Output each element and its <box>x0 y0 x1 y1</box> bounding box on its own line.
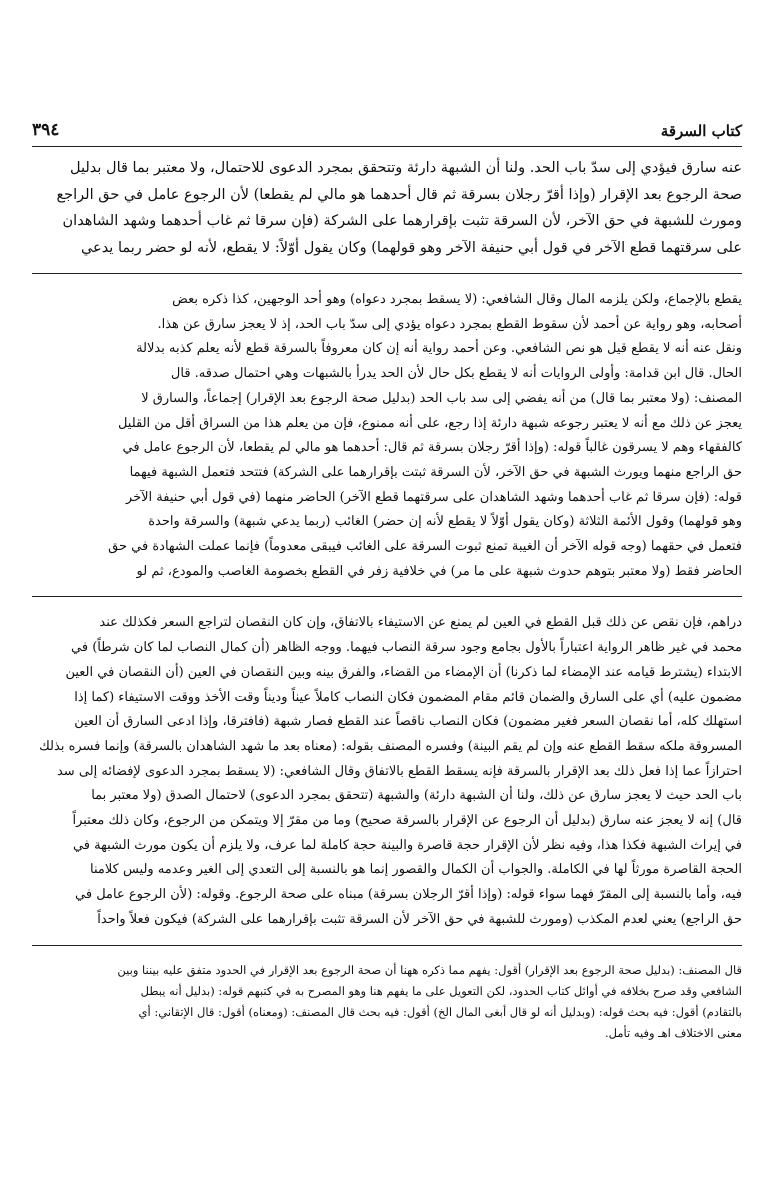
footnote-block <box>32 960 742 1044</box>
commentary-line: فتعمل في حقهما (وجه قوله الآخر أن الغيبة تمنع ثبوت السرقة على الغائب فيبقى معدوماً) فإنما عملت الشهادة في حق <box>108 539 742 555</box>
commentary-line: حق الراجع منهما ويورث الشبهة في حق الآخر، لأن السرقة ثبتت بإقرارهما على الشركة) فتتحد فتعمل الشبهة فيهما <box>129 464 742 480</box>
commentary-line: كالفقهاء وهم لا يسرقون غالباً قوله: (وإذا أقرّ رجلان بسرقة ثم قال: أحدهما هو مالي لم يقطعا، لأن الرجوع عامل في <box>122 440 742 456</box>
commentary-line: محمد في غير ظاهر الرواية اعتباراً بالأول بجامع وجود سرقة النصاب فيهما. ووجه الظاهر (أن كمال النصاب لما كان شرطاً) في <box>71 640 742 656</box>
section-divider <box>32 273 742 274</box>
commentary-line: الابتداء (يشترط قيامه عند الإمضاء لما ذكرنا) أن الإمضاء من القضاء، والفرق بينه وبين النقصان في العين (أن النقصان في العين <box>65 664 742 680</box>
footnote-line: الشافعي وقد صرح بخلافه في أوائل كتاب الحدود، لكن التعويل على ما يفهم هنا وهو المصرح به في كتبهم قوله: (بدليل أنه يبطل <box>140 983 742 998</box>
commentary-block-2 <box>32 611 742 932</box>
main-text-line: عنه سارق فيؤدي إلى سدّ باب الحد. ولنا أن الشبهة دارئة وتتحقق بمجرد الدعوى للاحتمال، ولا معتبر بما قال بدليل <box>70 160 742 176</box>
commentary-block-1 <box>32 288 742 584</box>
section-divider <box>32 596 742 597</box>
commentary-line: أصحابه، وهو رواية عن أحمد لأن سقوط القطع بمجرد دعواه يؤدي إلى سدّ باب الحد، إذ لا يعجز سارق عن هذا. <box>157 316 742 332</box>
book-page <box>32 118 742 1044</box>
commentary-line: قال) إنه لا يعجز عنه سارق (بدليل أن الرجوع عن الإقرار بالسرقة صحيح) وما من مقرّ إلا ويتمكن من الرجوع، وكان ذلك معتبراً <box>72 813 742 829</box>
commentary-line: احترازاً عما إذا فعل ذلك بعد الإقرار بالسرقة فإنه يسقط القطع بالاتفاق وقال الشافعي: (لا يسقط بمجرد الدعوى لإفضائه إلى سد <box>56 763 742 779</box>
commentary-line: الحاضر فقط (ولا معتبر بتوهم حدوث شبهة على ما مر) في خلافية زفر في القطع بخصومة الغاصب والمودع، ثم لو <box>136 563 742 579</box>
commentary-line: مضمون عليه) أي على السارق والضمان قائم مقام المضمون فكان النصاب كاملاً عيناً وديناً وقت الأخذ ووقت الاستيفاء (كما إذا <box>74 689 742 705</box>
commentary-line: يقطع بالإجماع، ولكن يلزمه المال وقال الشافعي: (لا يسقط بمجرد دعواه) وهو أحد الوجهين، كذا ذكره بعض <box>172 292 742 307</box>
commentary-line: الحال. قال ابن قدامة: وأولى الروايات أنه لا يقطع بكل حال لأن الحد يدرأ بالشبهات وهي احتمال صدقه. قال <box>170 366 742 382</box>
page-number: ٣٩٤ <box>32 120 60 140</box>
footnote-line: معنى الاختلاف اهـ وفيه تأمل. <box>604 1025 742 1040</box>
footnote-line: بالتقادم) أقول: فيه بحث قوله: (وبدليل أنه لو قال أبغى المال الخ) أقول: فيه بحث قال المصنف: (ومعناه) أقول: قال الإتقاني: أي <box>138 1004 742 1019</box>
commentary-line: الحجة القاصرة مورثاً لها في الكاملة. والجواب أن الكمال والقصور إنما هو بالنسبة إلى التعدي إلى الغير وعدمه وليس كلامنا <box>90 862 742 878</box>
chapter-title: كتاب السرقة <box>660 122 742 140</box>
commentary-line: في إيراث الشبهة فكذا هذا، وفيه نظر لأن الإقرار حجة قاصرة والبينة حجة كاملة لما عرف، ولا يلزم أن يكون مورث الشبهة في <box>72 837 742 853</box>
commentary-line: حق الراجع) يعني لعدم المكذب (ومورث للشبهة في حق الآخر لأن السرقة تثبت بإقرارهما على الشركة) فيكون فعلاً واحداً <box>97 911 742 927</box>
section-divider <box>32 945 742 946</box>
commentary-line: دراهم، فإن نقص عن ذلك قبل القطع في العين لم يمنع عن الاستيفاء بالاتفاق، وإن كان النقصان لتراجع السعر فكذلك عند <box>99 615 742 631</box>
main-text-line: صحة الرجوع بعد الإقرار (وإذا أقرّ رجلان بسرقة ثم قال أحدهما هو مالي لم يقطعا) لأن الرجوع عامل في حق الراجع <box>56 186 742 203</box>
commentary-line: استهلك كله، أما نقصان السعر فغير مضمون) فكان النصاب ناقصاً عند القطع فصار شبهة (فافترقا، وإذا ادعى السارق أن العين <box>74 714 742 730</box>
main-text-line: على سرقتهما قطع الآخر في قول أبي حنيفة الآخر وهو قولهما) وكان يقول أوّلاً: لا يقطع، لأنه لو حضر ربما يدعي <box>80 239 742 256</box>
commentary-line: المسروقة ملكه سقط القطع عنه وإن لم يقم البينة) وفسره المصنف بقوله: (معناه بعد ما شهد الشاهدان بالسرقة) وإنما فسره بذلك <box>39 738 742 754</box>
commentary-line: وهو قولهما) وقول الأئمة الثلاثة (وكان يقول أوّلاً لا يقطع لأنه إن حضر) الغائب (ربما يدعي شبهة) والسرقة واحدة <box>148 514 742 530</box>
footnote-line: قال المصنف: (بدليل صحة الرجوع بعد الإقرار) أقول: يفهم مما ذكره ههنا أن صحة الرجوع بعد الإقرار في الحدود متفق عليه بيننا وبين <box>117 962 742 977</box>
commentary-line: يعجز عن ذلك مع أنه لا يعتبر رجوعه شبهة دارئة إذا رجع، على أنه ممنوع، فإن من يعلم هذا من السراق أقل من القليل <box>117 415 742 431</box>
commentary-line: فيه، وأما بالنسبة إلى المقرّ فهما سواء قوله: (وإذا أقرّ الرجلان بسرقة) مبناه على صحة الرجوع. وقوله: (لأن الرجوع عامل في <box>75 887 742 903</box>
commentary-line: المصنف: (ولا معتبر بما قال) من أنه يفضي إلى سد باب الحد (بدليل صحة الرجوع بعد الإقرار) إجماعاً، والسارق لا <box>141 390 742 406</box>
main-text-line: ومورث للشبهة في حق الآخر، لأن السرقة تثبت بإقرارهما على الشركة (فإن سرقا ثم غاب أحدهما وشهد الشاهدان <box>62 213 742 229</box>
commentary-line: قوله: (فإن سرقا ثم غاب أحدهما وشهد الشاهدان على سرقتهما قطع الآخر) الحاضر منهما (في قول أبي حنيفة الآخر <box>125 489 742 505</box>
commentary-line: ونقل عنه أنه لا يقطع قيل هو نص الشافعي. وعن أحمد رواية أنه إن كان معروفاً بالسرقة قطع لأنه يعلم كذبه بدلالة <box>136 341 742 357</box>
commentary-line: باب الحد حيث لا يعجز سارق عن ذلك، ولنا أن الشبهة دارئة) والشبهة (تتحقق بمجرد الدعوى) لاحتمال الصدق (ولا معتبر بما <box>91 788 742 804</box>
main-text-block <box>32 155 742 261</box>
page-header <box>32 118 742 147</box>
